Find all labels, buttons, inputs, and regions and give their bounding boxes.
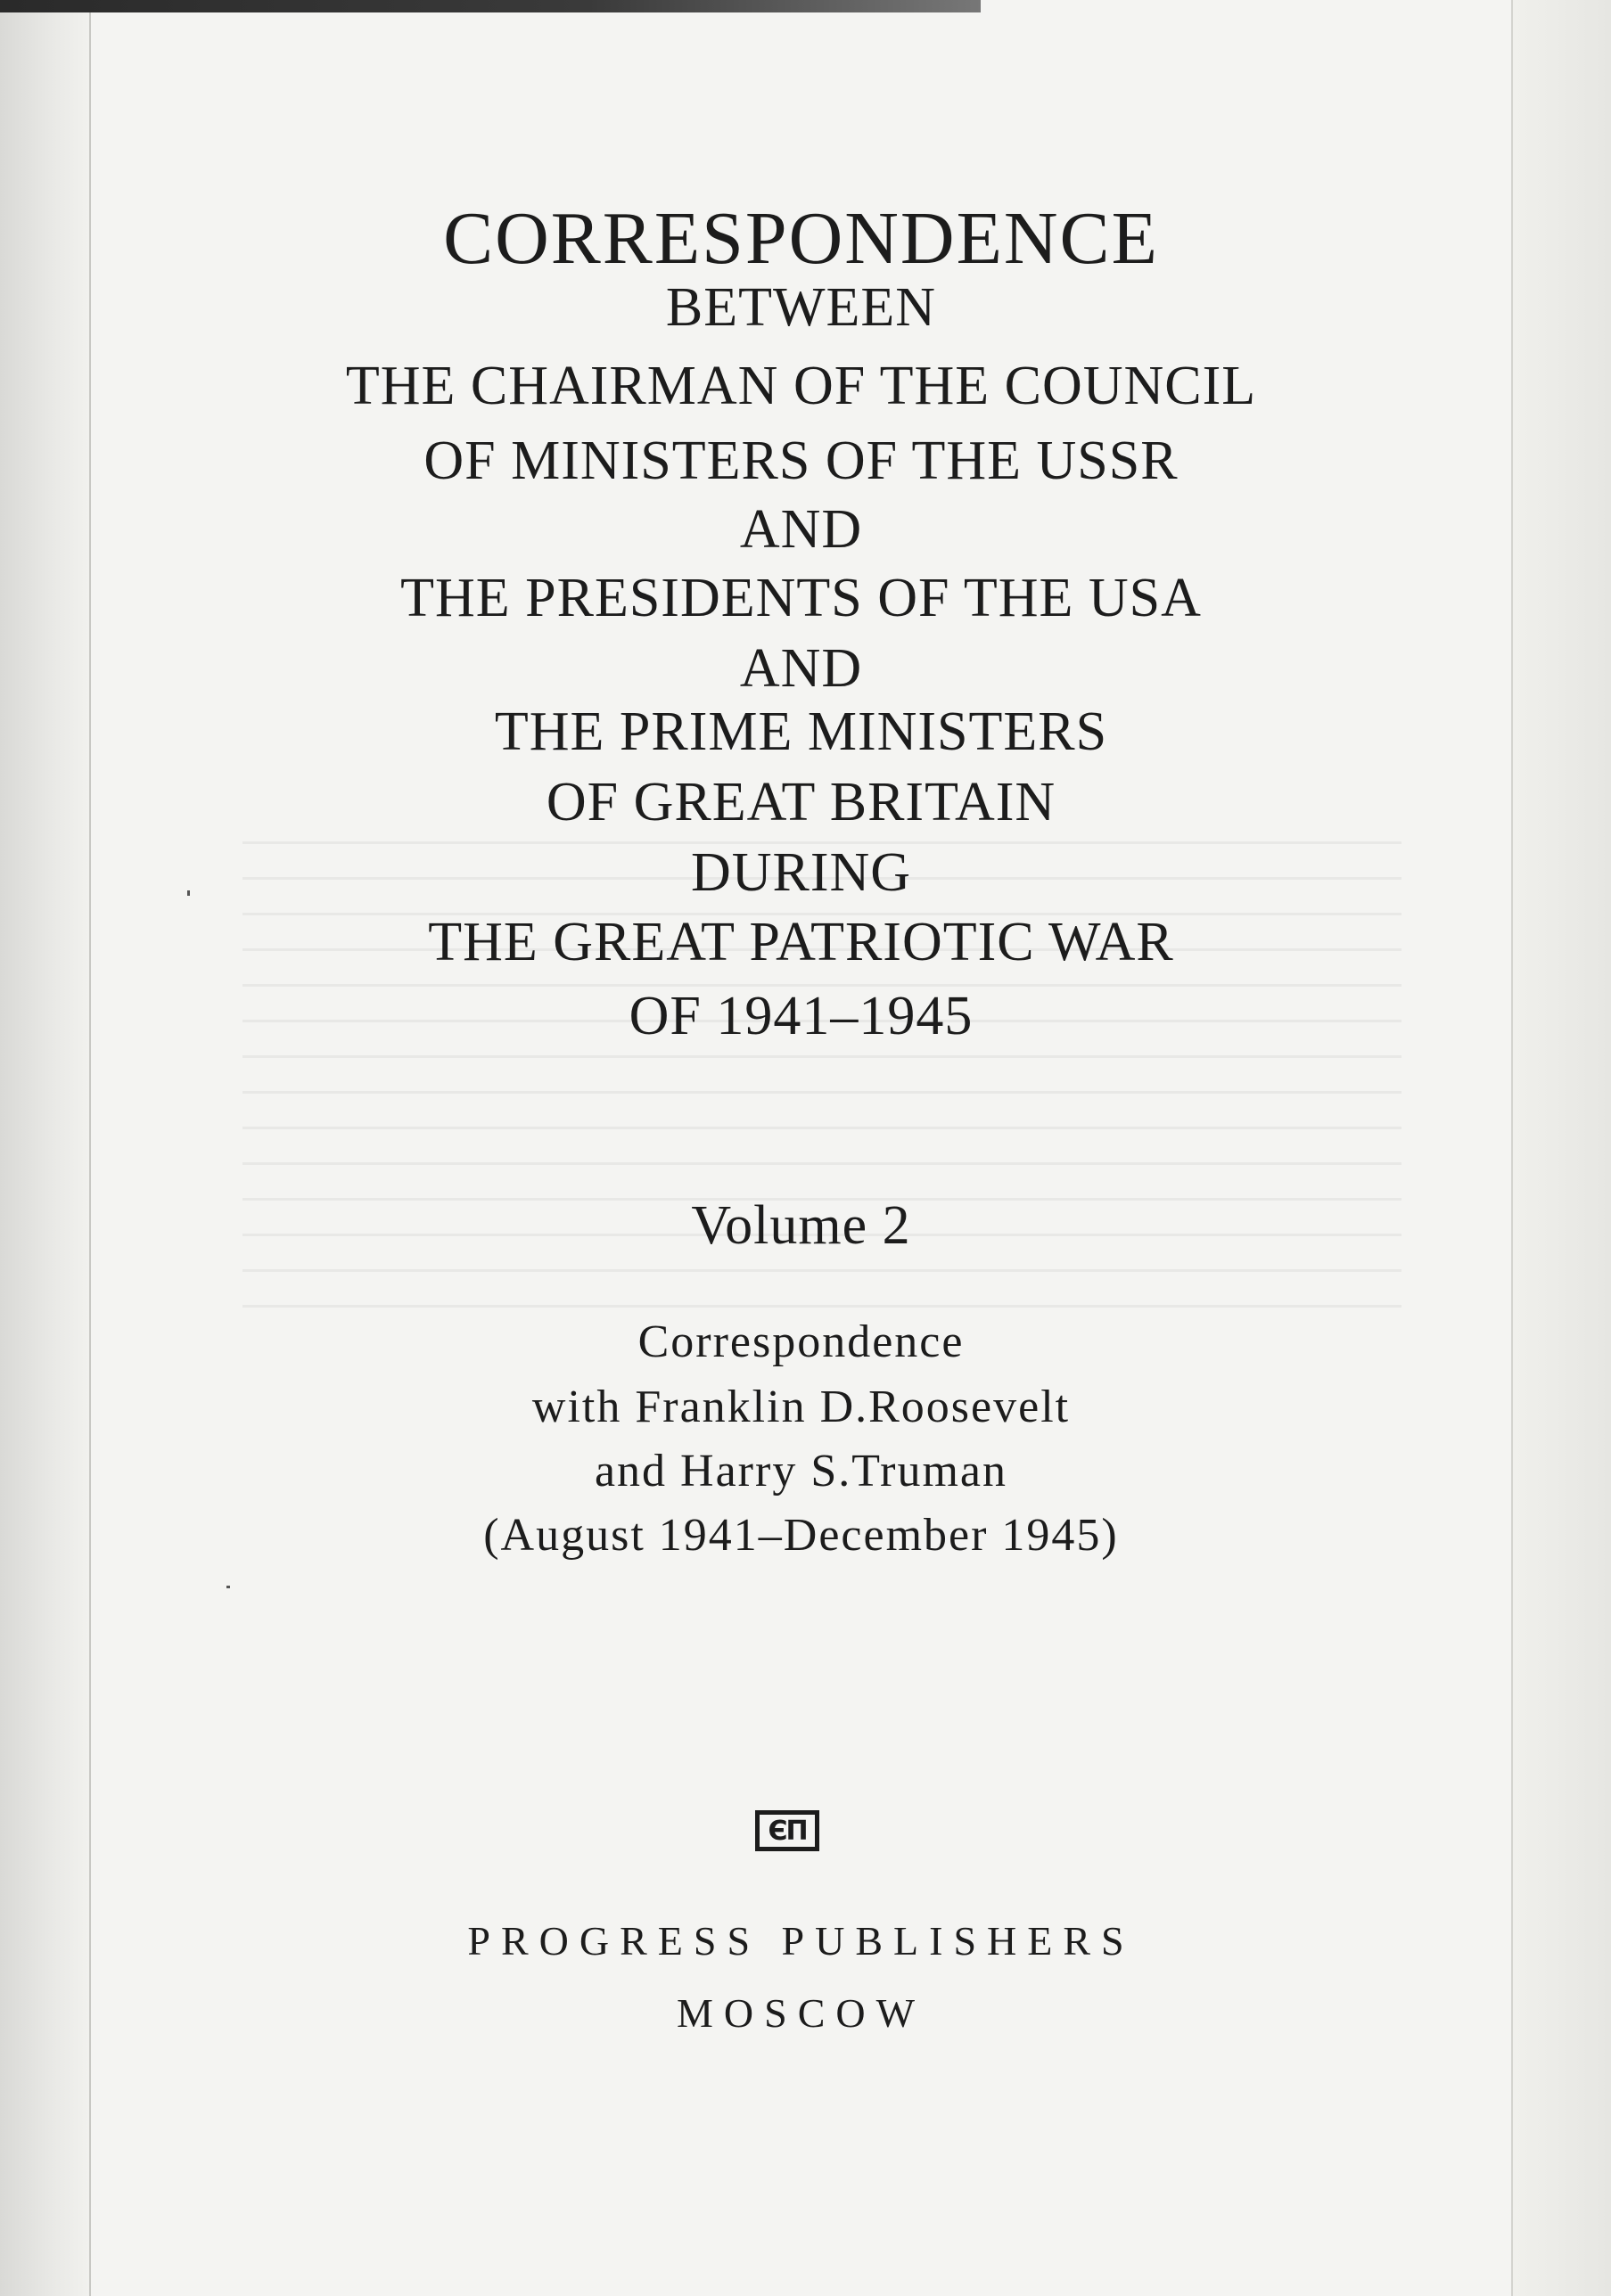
- title-line-4: OF MINISTERS OF THE USSR: [423, 430, 1179, 491]
- scan-speck: [226, 1586, 230, 1588]
- title-line-1: CORRESPONDENCE: [443, 197, 1159, 280]
- title-line-3: THE CHAIRMAN OF THE COUNCIL: [345, 356, 1257, 416]
- title-line-10: DURING: [690, 842, 912, 903]
- publisher-logo-text: ЄП: [768, 1815, 807, 1847]
- subtitle-line-4: (August 1941–December 1945): [483, 1510, 1119, 1561]
- title-line-9: OF GREAT BRITAIN: [546, 772, 1056, 832]
- title-line-12: OF 1941–1945: [629, 986, 974, 1046]
- scan-edge-top: [0, 0, 981, 12]
- publisher-name: PROGRESS PUBLISHERS: [467, 1918, 1135, 1964]
- title-line-8: THE PRIME MINISTERS: [494, 701, 1108, 762]
- title-line-2: BETWEEN: [665, 277, 937, 338]
- subtitle-line-2: with Franklin D.Roosevelt: [531, 1382, 1071, 1432]
- publisher-logo-icon: [755, 1810, 819, 1851]
- volume-label: Volume 2: [691, 1195, 911, 1256]
- subtitle-line-1: Correspondence: [637, 1316, 965, 1367]
- title-line-6: THE PRESIDENTS OF THE USA: [400, 568, 1202, 628]
- title-line-7: AND: [739, 638, 863, 699]
- title-line-11: THE GREAT PATRIOTIC WAR: [428, 912, 1174, 972]
- title-line-5: AND: [739, 499, 863, 560]
- subtitle-line-3: and Harry S.Truman: [594, 1446, 1008, 1496]
- page-right-edge: [1511, 0, 1611, 2296]
- publisher-city: MOSCOW: [676, 1990, 926, 2036]
- scan-edge-left: [0, 0, 89, 2296]
- title-page: [91, 12, 1511, 2296]
- scan-speck: [187, 890, 190, 896]
